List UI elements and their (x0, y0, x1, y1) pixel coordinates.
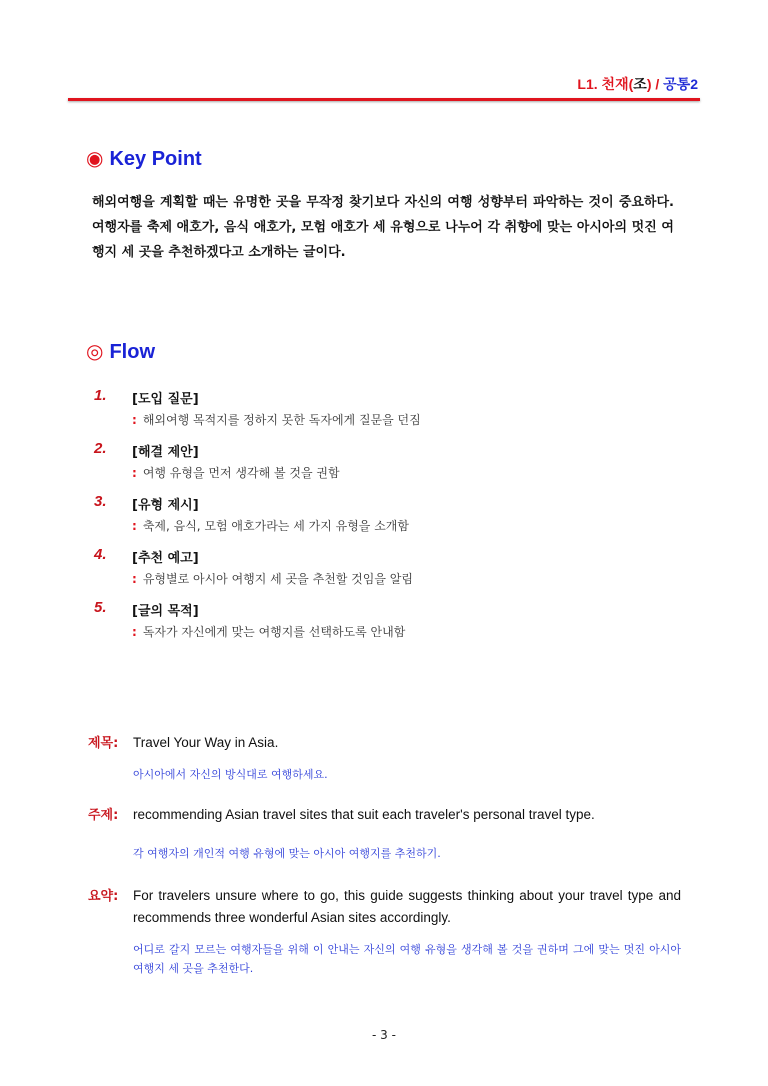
author-name: 조 (633, 76, 647, 92)
flow-number: 4. (94, 546, 107, 563)
flow-step-text: 독자가 자신에게 맞는 여행지를 선택하도록 안내함 (142, 625, 406, 639)
paren-close: ) (646, 76, 652, 92)
key-point-text: 해외여행을 계획할 때는 유명한 곳을 무작정 찾기보다 자신의 여행 성향부터 파악하는 것이 중요하다. 여행자를 축제 애호가, 음식 애호가, 모험 애호가 세 유형으로 나누어 각 취향에 맞는 아시아의 멋진 여행지 세 곳을 추천하겠다고 소개하는 글이다. (92, 195, 674, 260)
flow-step-desc (132, 464, 340, 481)
target-icon: ◉ (86, 148, 104, 170)
header-divider (68, 98, 700, 101)
flow-number: 1. (94, 387, 107, 404)
textbook-name: 천재 (601, 76, 629, 92)
colon-marker: : (132, 519, 137, 533)
course-scope: 공통2 (663, 76, 698, 92)
flow-step-text: 해외여행 목적지를 정하지 못한 독자에게 질문을 던짐 (142, 413, 421, 427)
summary-english: For travelers unsure where to go, this guide suggests thinking about your travel type and recommends three wonderful Asian sites accordingly. (133, 888, 681, 925)
title-english: Travel Your Way in Asia. (133, 735, 279, 750)
paren-open: ( (628, 76, 634, 92)
title-korean: 아시아에서 자신의 방식대로 여행하세요. (133, 768, 328, 781)
flow-title: Flow (109, 341, 155, 363)
flow-step-title: [추천 예고] (132, 551, 199, 566)
key-point-heading (86, 146, 202, 171)
flow-step-title: [글의 목적] (132, 604, 199, 619)
title-label: 제목: (88, 736, 119, 751)
colon-marker: : (132, 625, 137, 639)
flow-number: 5. (94, 599, 107, 616)
flow-item (94, 493, 674, 546)
flow-step-title: [유형 제시] (132, 498, 199, 513)
flow-item (94, 440, 674, 493)
page-number: - 3 - (372, 1028, 396, 1042)
flow-step-text: 여행 유형을 먼저 생각해 볼 것을 권함 (142, 466, 340, 480)
flow-number: 3. (94, 493, 107, 510)
flow-step-desc (132, 570, 413, 587)
flow-step-title: [해결 제안] (132, 445, 199, 460)
flow-step-desc (132, 411, 421, 428)
colon-marker: : (132, 413, 137, 427)
flow-list (94, 387, 674, 652)
key-point-title: Key Point (109, 148, 202, 170)
theme-english: recommending Asian travel sites that suit each traveler's personal travel type. (133, 807, 595, 822)
colon-marker: : (132, 572, 137, 586)
lesson-number: L1. (577, 76, 598, 92)
summary-korean: 어디로 갈지 모르는 여행자들을 위해 이 안내는 자신의 여행 유형을 생각해 볼 것을 권하며 그에 맞는 멋진 아시아 여행지 세 곳을 추천한다. (133, 943, 681, 975)
colon-marker: : (132, 466, 137, 480)
page-header (577, 74, 698, 94)
flow-heading (86, 339, 155, 364)
theme-korean: 각 여행자의 개인적 여행 유형에 맞는 아시아 여행지를 추천하기. (133, 847, 441, 860)
flow-item (94, 387, 674, 440)
flow-step-title: [도입 질문] (132, 392, 199, 407)
flow-item (94, 546, 674, 599)
flow-step-text: 유형별로 아시아 여행지 세 곳을 추천할 것임을 알림 (142, 572, 413, 586)
theme-label: 주제: (88, 808, 119, 823)
flow-step-text: 축제, 음식, 모험 애호가라는 세 가지 유형을 소개함 (142, 519, 409, 533)
double-circle-icon: ◎ (86, 341, 104, 363)
header-slash: / (655, 76, 660, 92)
flow-step-desc (132, 623, 405, 640)
flow-step-desc (132, 517, 409, 534)
flow-number: 2. (94, 440, 107, 457)
flow-item (94, 599, 674, 652)
summary-label: 요약: (88, 889, 119, 904)
